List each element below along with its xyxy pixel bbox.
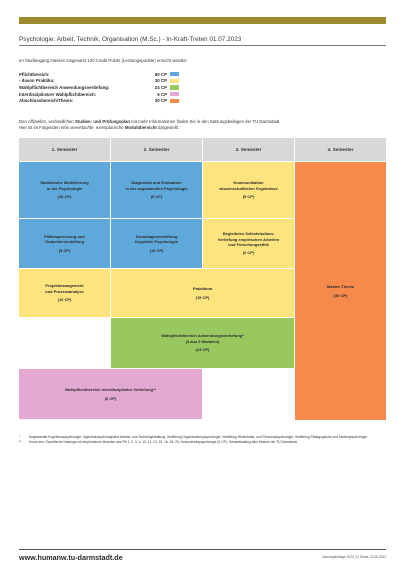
footer-divider [19, 549, 386, 550]
credit-label: Interdisziplinärer Wahlpflichtbereich: [19, 91, 97, 97]
module-title: Wahlpflichtbereich interdisziplinäre Vertiefung** [64, 387, 157, 393]
credit-row-praktika [19, 78, 179, 85]
module-grundlagenvertiefung [111, 219, 202, 268]
module-title: Vertiefung empirischen Arbeiten [217, 236, 280, 242]
credit-value: 30 CP [154, 98, 167, 104]
credit-value: 6 CP [157, 91, 167, 97]
module-title: Fallbesprechung und [44, 233, 85, 239]
module-credits: (24 CP) [195, 347, 210, 353]
footnote-text: Kurse aus: Spezifische Kataloge mit empfohlenen Modulen aus FB 1, 2, 3, 4, 10, 11, 13, 15, 16, 18, 20; Gesundheitspsychologie (5 CP); Gesamtkatalog aller Module der TU Darmstadt [29, 439, 297, 444]
module-credits: (10 CP) [149, 247, 164, 253]
text-run: dargestellt: [156, 125, 180, 131]
module-credits: (30 CP) [333, 292, 348, 298]
color-swatch-orange [170, 99, 179, 103]
module-credits: (10 CP) [57, 194, 72, 200]
module-title: Kommunikation [233, 180, 264, 186]
module-title: Grundlagenvertiefung [135, 233, 178, 239]
footnotes [19, 435, 386, 444]
module-title: Master-Thesis [327, 284, 354, 290]
credit-row-pflicht [19, 71, 179, 78]
text-run: Den [19, 119, 29, 124]
color-swatch-green [170, 85, 179, 89]
header-accent-bar [19, 17, 386, 24]
credit-summary [19, 71, 179, 104]
module-statistische-modellierung [19, 162, 110, 218]
module-title: Praktikum [192, 286, 213, 292]
credit-value: 30 CP [154, 78, 167, 84]
title-divider [19, 45, 386, 46]
text-run-bold: Modulübersicht [123, 125, 157, 131]
module-kommunikation [203, 162, 294, 218]
credit-value: 24 CP [154, 84, 167, 90]
credit-label: Abschlussbereich/Thesis: [19, 98, 74, 104]
module-title: (3 aus 5 Modulen) [185, 338, 220, 344]
info-paragraph [19, 119, 386, 131]
credit-label: - davon Praktika: [19, 78, 55, 84]
module-credits: (10 CP) [57, 297, 72, 303]
semester-header-1: 1. Semester [19, 138, 110, 161]
module-title: Statistische Modellierung [40, 180, 89, 186]
footer-meta: Satzungsbeilage 2023_II | Stand: 22.06.2023 [322, 555, 386, 559]
module-title: wissenschaftlicher Ergebnisse [219, 185, 278, 191]
website-link[interactable]: www.humanw.tu-darmstadt.de [19, 553, 123, 562]
module-credits: (6 CP) [104, 395, 117, 401]
module-credits: (5 CP) [58, 247, 71, 253]
text-run: mit mehr Informationen finden Sie in den Satzungsbeilagen der TU Darmstadt. [130, 119, 281, 124]
module-credits: (5 CP) [242, 194, 255, 200]
semester-header-3: 3. Semester [203, 138, 294, 161]
module-title: in der Psychologie [46, 185, 83, 191]
module-title: Diagnostik und Evaluation [131, 180, 182, 186]
module-wahlpflicht-anwendungsvertiefung [111, 318, 294, 368]
footnote-text: Angewandte Kognitionspsychologie; Ingenieurpsychologische Arbeits- und Technikgestaltung; Vertiefung Organisationspsychologie; Vertiefung Wirtschafts- und Personalpsychologie; Vertiefung Pädagogische und Medienpsychologie [29, 435, 368, 439]
text-run-italic: offiziellen, verbindlichen [28, 119, 74, 124]
module-credits: (2 CP) [242, 250, 255, 256]
module-title: Begleitetes Selbststudium: [222, 231, 275, 237]
credit-row-interdisziplinaer [19, 91, 179, 98]
module-credits: (5 CP) [150, 194, 163, 200]
color-swatch-yellow [170, 79, 179, 83]
module-title: Gutachtenerstellung [45, 239, 84, 245]
module-master-thesis [295, 162, 386, 420]
credit-row-wahlpflicht [19, 84, 179, 91]
module-title: und Prozessanalyse [45, 288, 84, 294]
module-diagnostik-evaluation [111, 162, 202, 218]
semester-header-4: 4. Semester [295, 138, 386, 161]
text-run: Hier ist im Folgenden eine [19, 125, 71, 131]
footnote-mark: ** [19, 439, 22, 444]
module-begleitetes-selbststudium [203, 219, 294, 268]
text-run-bold: Studien- und Prüfungsplan [73, 119, 131, 124]
intro-text: Im Studiengang müssen insgesamt 120 Credit Points (Leistungspunkte) erreicht werden: [19, 58, 188, 63]
module-title: und Forschungsethik [228, 242, 269, 247]
credit-label: Pflichtbereich: [19, 71, 50, 77]
page-title: Psychologie: Arbeit, Technik, Organisation (M.Sc.) - In-Kraft-Treten 01.07.2023 [19, 36, 242, 43]
module-title: Kognitive Psychologie [135, 239, 178, 245]
semester-header-2: 2. Semester [111, 138, 202, 161]
module-title: Projektmanagement [45, 283, 84, 289]
credit-value: 60 CP [154, 71, 167, 77]
module-title: in der angewandten Psychologie [125, 185, 188, 191]
credit-row-thesis [19, 97, 179, 104]
footnote-2 [19, 440, 386, 445]
text-run-italic: vereinfachte, exemplarische [70, 125, 124, 131]
color-swatch-blue [170, 72, 179, 76]
color-swatch-pink [170, 92, 179, 96]
footnote-mark: * [19, 435, 21, 439]
module-praktikum [111, 269, 294, 317]
module-credits: (15 CP) [195, 294, 210, 300]
module-title: Wahlpflichtbereich Anwendungsvertiefung* [161, 333, 244, 339]
module-interdisziplinaere-vertiefung [19, 369, 202, 419]
module-overview-grid [19, 138, 386, 420]
info-line-2 [19, 125, 386, 131]
module-fallbesprechung [19, 219, 110, 268]
credit-label: Wahlpflichtbereich Anwendungsvertiefung: [19, 84, 110, 90]
module-projektmanagement [19, 269, 110, 317]
